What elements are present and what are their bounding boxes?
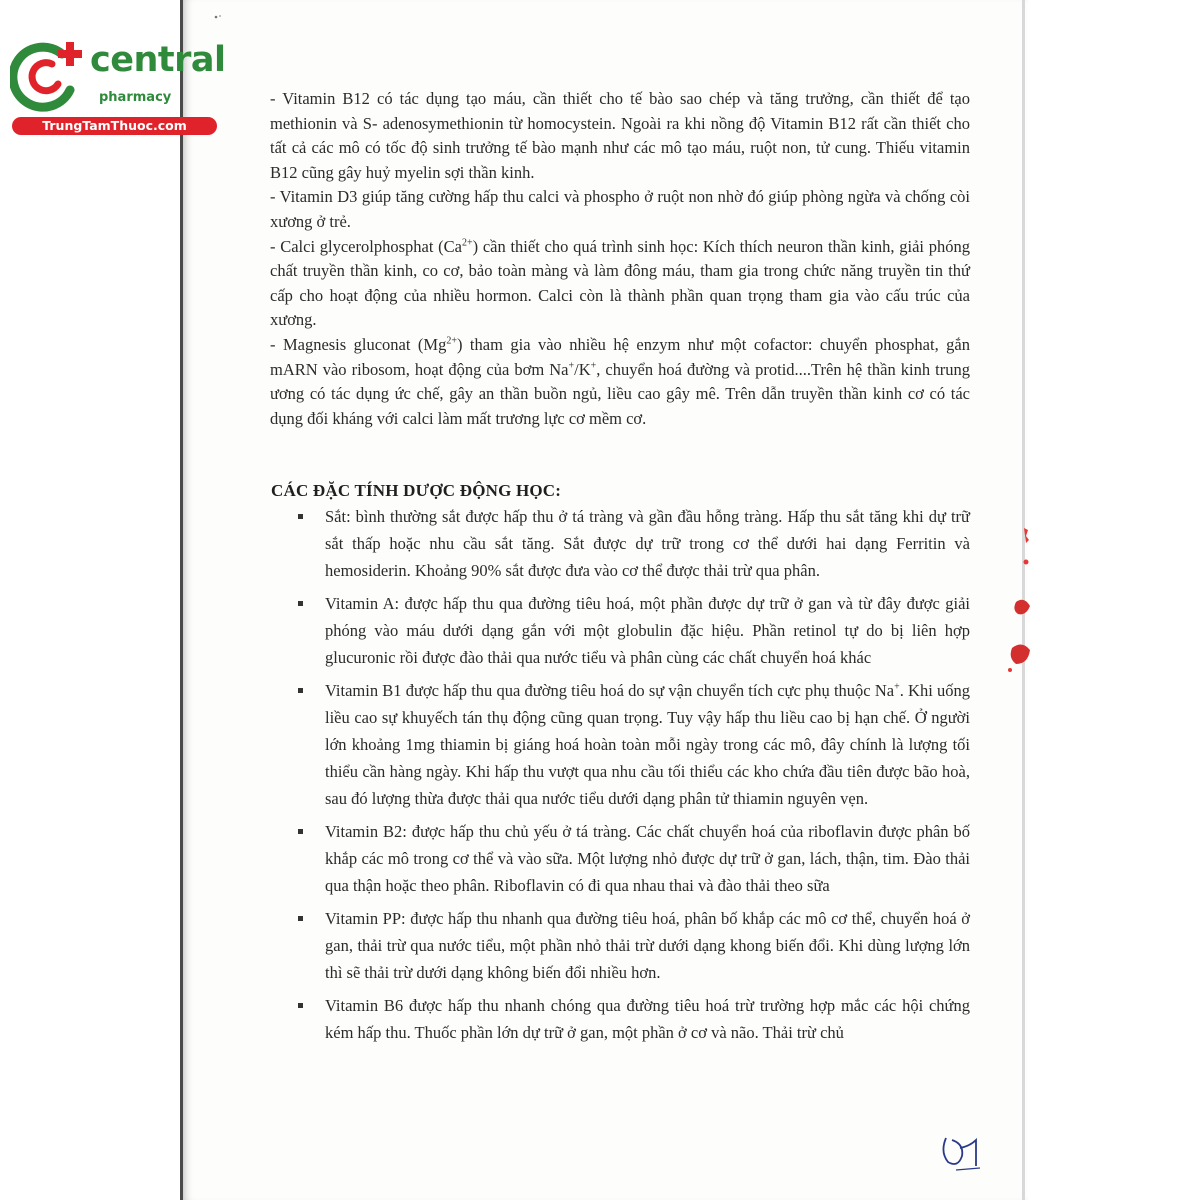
iron-text: Sắt: bình thường sắt được hấp thu ở tá tràng và gần đầu hỗng tràng. Hấp thu sắt tăng khi dự trữ sắt thấp hoặc nhu cầu sắt tăng. Sắt được dự trữ trong cơ thể dưới hai dạng Ferritin và hemosiderin. Khoảng 90% sắt được đưa vào cơ thể được thải trừ qua phân.: [325, 507, 970, 580]
list-item-vitamin-pp: [290, 905, 970, 986]
b6-text: Vitamin B6 được hấp thu nhanh chóng qua đường tiêu hoá trừ trường hợp mắc các hội chứng kém hấp thu. Thuốc phần lớn dự trữ ở gan, một phần ở cơ và não. Thải trừ chủ: [325, 996, 970, 1042]
list-item-vitamin-b2: [290, 818, 970, 899]
mg-text-4: , chuyển hoá đường và protid....Trên hệ thần kinh trung ương có tác dụng ức chế, gây an thần buồn ngủ, liều cao gây mê. Trên dẫn truyền thần kinh cơ có tác dụng đối kháng với calci làm mất trương lực cơ mềm cơ.: [270, 359, 970, 428]
bullet-icon: [298, 1003, 303, 1008]
mg-superscript-3: +: [590, 360, 597, 372]
b2-text: Vitamin B2: được hấp thu chủ yếu ở tá tràng. Các chất chuyển hoá của riboflavin được phân bố khắp các mô trong cơ thể và vào sữa. Một lượng nhỏ được dự trữ ở gan, lách, thận, tim. Đào thải qua thận hoặc theo phân. Riboflavin có đi qua nhau thai và đào thải theo sữa: [325, 822, 970, 895]
list-item-vitamin-b6: [290, 992, 970, 1046]
b1-text-2: . Khi uống liều cao sự khuyếch tán thụ động cũng quan trọng. Tuy vậy hấp thu liều cao bị hạn chế. Ở người lớn khoảng 1mg thiamin bị giáng hoá hoàn toàn mỗi ngày trong các mô, đây chính là lượng tối thiểu cần hàng ngày. Khi hấp thu vượt qua nhu cầu tối thiểu các kho chứa đầu tiên được bão hoà, sau đó lượng thừa được thải qua nước tiểu dưới dạng phân tử thiamin nguyên vẹn.: [325, 681, 970, 808]
mg-text-1: - Magnesis gluconat (Mg: [270, 334, 447, 354]
intro-paragraphs: [270, 87, 970, 431]
brand-name: central: [90, 40, 226, 80]
paragraph-calci: [270, 235, 970, 333]
list-item-iron: [290, 503, 970, 584]
bullet-icon: [298, 601, 303, 606]
bullet-icon: [298, 916, 303, 921]
mg-superscript-2: +: [568, 360, 575, 372]
vitamin-a-text: Vitamin A: được hấp thu qua đường tiêu hoá, một phần được dự trữ ở gan và từ đây được giải phóng vào máu dưới dạng gắn với một globulin đặc hiệu. Phần retinol tự do bị liên hợp glucuronic rồi được đào thải qua nước tiểu và phân cùng các chất chuyển hoá khác: [325, 594, 970, 667]
paragraph-b12: - Vitamin B12 có tác dụng tạo máu, cần thiết cho tế bào sao chép và tăng trưởng, cần thiết để tạo methionin và S- adenosymethionin từ homocystein. Ngoài ra khi nồng độ Vitamin B12 rất cần thiết cho tất cả các mô có tốc độ sinh trưởng tế bào mạnh như các mô tạo máu, ruột non, tử cung. Thiếu vitamin B12 cũng gây huỷ myelin sợi thần kinh.: [270, 89, 970, 182]
mg-text-3: /K: [574, 359, 591, 379]
brand-logo[interactable]: [10, 38, 226, 138]
bullet-icon: [298, 514, 303, 519]
calci-text-2: ) cần thiết cho quá trình sinh học: Kích thích neuron thần kinh, giải phóng chất truyền thần kinh, co cơ, bảo toàn màng và làm đông máu, tham gia trong chức năng truyền tin thứ cấp cho hoạt động của nhiều hormon. Calci còn là thành phần quan trọng tham gia vào cấu trúc của xương.: [270, 236, 970, 330]
pharmacokinetics-list: [290, 503, 970, 1052]
b1-text-1: Vitamin B1 được hấp thu qua đường tiêu hoá do sự vận chuyển tích cực phụ thuộc Na: [325, 681, 895, 700]
mg-text-2: ) tham gia vào nhiều hệ enzym như một cofactor: chuyển phosphat, gắn mARN vào ribosom, hoạt động của bơm Na: [270, 334, 970, 379]
list-item-vitamin-a: [290, 590, 970, 671]
handwritten-initial-icon: [938, 1132, 988, 1174]
pharmacy-cross-icon: [10, 38, 90, 114]
brand-sub: pharmacy: [99, 90, 172, 105]
mg-superscript-1: 2+: [446, 335, 457, 347]
scan-speck-icon: [212, 12, 224, 22]
red-stamp-fragment-icon: [1002, 520, 1032, 680]
list-item-vitamin-b1: [290, 677, 970, 812]
section-title: CÁC ĐẶC TÍNH DƯỢC ĐỘNG HỌC:: [271, 481, 562, 500]
calci-text-1: - Calci glycerolphosphat (Ca: [270, 236, 462, 256]
bullet-icon: [298, 688, 303, 693]
paragraph-d3: - Vitamin D3 giúp tăng cường hấp thu calci và phospho ở ruột non nhờ đó giúp phòng ngừa và chống còi xương ở trẻ.: [270, 187, 970, 231]
bullet-icon: [298, 829, 303, 834]
b1-superscript: +: [894, 681, 900, 693]
calci-superscript: 2+: [461, 237, 473, 249]
pp-text: Vitamin PP: được hấp thu nhanh qua đường tiêu hoá, phân bố khắp các mô cơ thể, chuyển hoá ở gan, thải trừ qua nước tiểu, một phần nhỏ thải trừ dưới dạng khong biến đổi. Khi dùng lượng lớn thì sẽ thải trừ dưới dạng không biến đổi nhiều hơn.: [325, 909, 970, 982]
paragraph-magnesium: [270, 333, 970, 431]
brand-url[interactable]: TrungTamThuoc.com: [12, 117, 217, 135]
